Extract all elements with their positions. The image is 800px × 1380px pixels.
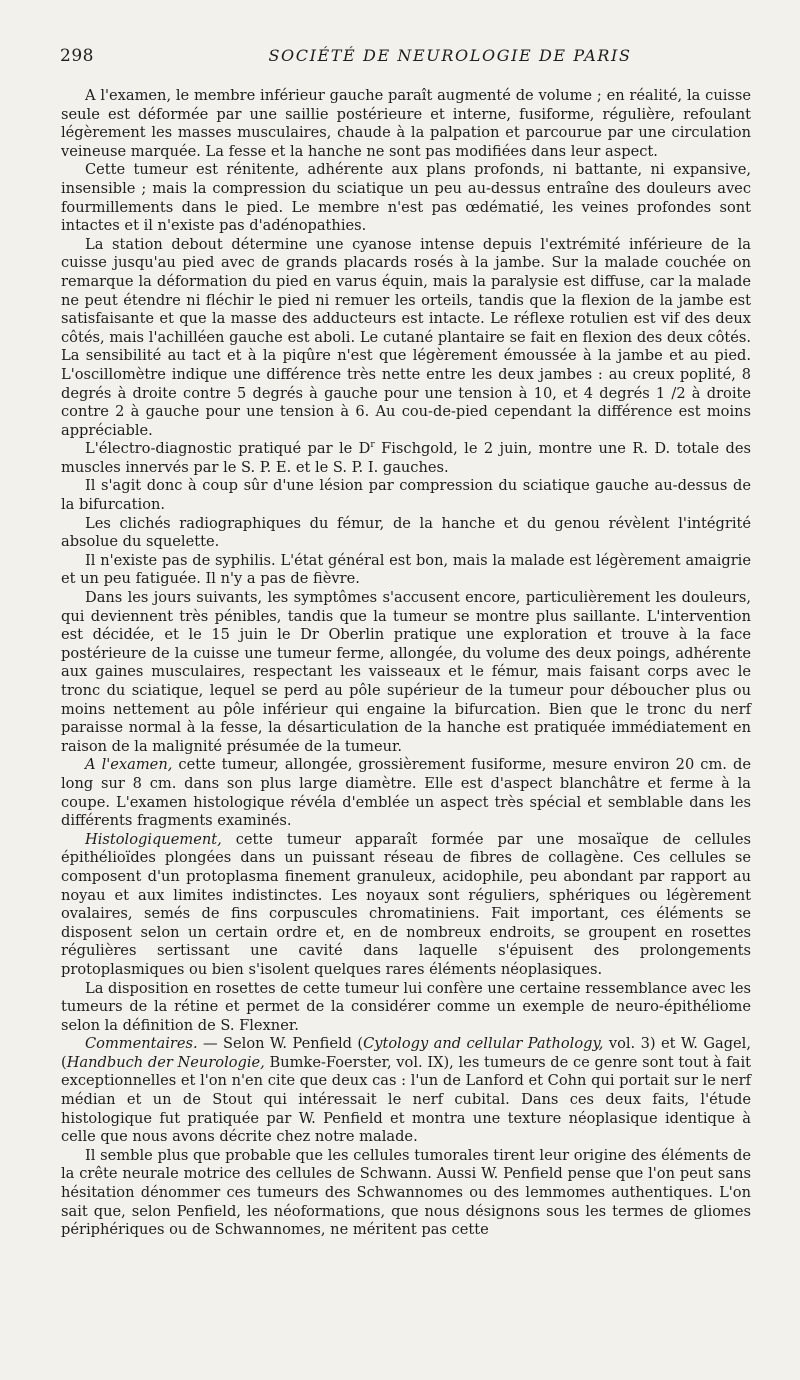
paragraph-7 — [61, 552, 751, 589]
text-run: cette tumeur apparaît formée par une mosaïque de cellules épithélioïdes plongées dans un puissant réseau de fibres de collagène. Ces cellules se composent d'un protoplasma finement granuleux, acidophile, peu abondant par rapport au noyau et aux limites indistinctes. Les noyaux sont réguliers, sphériques ou légèrement ovalaires, semés de fins corpuscules chromatiniens. Fait important, ces éléments se disposent selon un certain ordre et, en de nombreux endroits, se groupent en rosettes régulières sertissant une cavité dans laquelle s'épuisent des prolongements protoplasmiques ou bien s'isolent quelques rares éléments néoplasiques. — [61, 830, 751, 978]
text-run: Cette tumeur est rénitente, adhérente aux plans profonds, ni battante, ni expansive, insensible ; mais la compression du sciatique un peu au-dessus entraîne des douleurs avec fourmillements dans le pied. Le membre n'est pas œdématié, les veines profondes sont intactes et il n'existe pas d'adénopathies. — [61, 161, 751, 235]
text-run: Les clichés radiographiques du fémur, de la hanche et du genou révèlent l'intégrité absolue du squelette. — [61, 514, 751, 551]
paragraph-10 — [61, 831, 751, 980]
paragraph-5 — [61, 477, 751, 514]
page-header — [60, 46, 750, 70]
paragraph-12 — [61, 1035, 751, 1147]
text-run: Il n'existe pas de syphilis. L'état général est bon, mais la malade est légèrement amaigrie et un peu fatiguée. Il n'y a pas de fièvre. — [61, 551, 751, 588]
superscript: r — [370, 440, 375, 451]
running-title: SOCIÉTÉ DE NEUROLOGIE DE PARIS — [268, 46, 632, 65]
paragraph-3 — [61, 236, 751, 441]
text-run: Bumke-Foerster, vol. IX), les tumeurs de ce genre sont tout à fait exceptionnelles et l'on n'en cite que deux cas : l'un de Lanford et Cohn qui portait sur le nerf médian et un de Stout qui intéressait le nerf cubital. Dans ces deux faits, l'étude histologique fut pratiquée par W. Penfield et montra une texture néoplasique identique à celle que nous avons décrite chez notre malade. — [61, 1053, 751, 1146]
text-run: A l'examen, le membre inférieur gauche paraît augmenté de volume ; en réalité, la cuisse seule est déformée par une saillie postérieure et interne, fusiforme, régulière, refoulant légèrement les masses musculaires, chaude à la palpation et parcourue par une circulation veineuse marquée. La fesse et la hanche ne sont pas modifiées dans leur aspect. — [61, 87, 751, 160]
italic-phrase: Cytology and cellular Pathology, — [363, 1035, 604, 1053]
paragraph-2 — [61, 161, 751, 235]
text-run: Il semble plus que probable que les cellules tumorales tirent leur origine des éléments de la crête neurale motrice des cellules de Schwann. Aussi W. Penfield pense que l'on peut sans hésitation dénommer ces tumeurs des Schwannomes ou des lemmomes authentiques. L'on sait que, selon Penfield, les néoformations, que nous désignons sous les termes de gliomes périphériques ou de Schwannomes, ne méritent pas cette — [61, 1146, 751, 1239]
paragraph-4 — [61, 440, 751, 477]
text-run: Fischgold, le 2 juin, montre une R. D. totale des muscles innervés par le S. P. E. et le S. P. I. gauches. — [61, 440, 751, 476]
text-run: La station debout détermine une cyanose intense depuis l'extrémité inférieure de la cuisse jusqu'au pied avec de grands placards rosés à la jambe. Sur la malade couchée on remarque la déformation du pied en varus équin, mais la paralysie est diffuse, car la malade ne peut étendre ni fléchir le pied ni remuer les orteils, tandis que la flexion de la jambe est satisfaisante et que la masse des adducteurs est intacte. Le réflexe rotulien est vif des deux côtés, mais l'achilléen gauche est aboli. Le cutané plantaire se fait en flexion des deux côtés. La sensibilité au tact et à la piqûre n'est que légèrement émoussée à la jambe et au pied. L'oscillomètre indique une différence très nette entre les deux jambes : au creux poplité, 8 degrés à droite contre 5 degrés à gauche pour une tension à 10, et 4 degrés 1 /2 à droite contre 2 à gauche pour une tension à 6. Au cou-de-pied cependant la différence est moins appréciable. — [61, 235, 751, 439]
text-run: Il s'agit donc à coup sûr d'une lésion par compression du sciatique gauche au-dessus de la bifurcation. — [61, 477, 751, 514]
text-run: — Selon W. Penfield ( — [197, 1035, 364, 1053]
paragraph-11 — [61, 980, 751, 1036]
italic-phrase: A l'examen, — [85, 756, 173, 774]
paragraph-6 — [61, 515, 751, 552]
italic-phrase: Commentaires. — [85, 1035, 198, 1053]
paragraph-9 — [61, 756, 751, 830]
page-number: 298 — [60, 46, 94, 66]
paragraph-1 — [61, 87, 751, 161]
italic-phrase: Histologiquement, — [85, 830, 222, 848]
italic-phrase: Handbuch der Neurologie, — [66, 1053, 265, 1071]
article-body — [61, 87, 751, 1240]
text-run: Dans les jours suivants, les symptômes s'accusent encore, particulièrement les douleurs, qui deviennent très pénibles, tandis que la tumeur se montre plus saillante. L'intervention est décidée, et le 15 juin le Dr Oberlin pratique une exploration et trouve à la face postérieure de la cuisse une tumeur ferme, allongée, du volume des deux poings, adhérente aux gaines musculaires, respectant les vaisseaux et le fémur, mais faisant corps avec le tronc du sciatique, lequel se perd au pôle supérieur de la tumeur pour déboucher plus ou moins nettement au pôle inférieur qui engaine la bifurcation. Bien que le tronc du nerf paraisse normal à la fesse, la désarticulation de la hanche est pratiquée immédiatement en raison de la malignité présumée de la tumeur. — [61, 589, 751, 755]
paragraph-8 — [61, 589, 751, 756]
paragraph-13 — [61, 1147, 751, 1240]
text-run: cette tumeur, allongée, grossièrement fusiforme, mesure environ 20 cm. de long sur 8 cm. dans son plus large diamètre. Elle est d'aspect blanchâtre et ferme à la coupe. L'examen histologique révéla d'emblée un aspect très spécial et semblable dans les différents fragments examinés. — [61, 756, 751, 830]
text-run: La disposition en rosettes de cette tumeur lui confère une certaine ressemblance avec les tumeurs de la rétine et permet de la considérer comme un exemple de neuro-épithéliome selon la définition de S. Flexner. — [61, 979, 752, 1034]
text-run: vol. 3) et W. Gagel, ( — [61, 1035, 751, 1071]
text-run: L'électro-diagnostic pratiqué par le D — [85, 440, 371, 458]
